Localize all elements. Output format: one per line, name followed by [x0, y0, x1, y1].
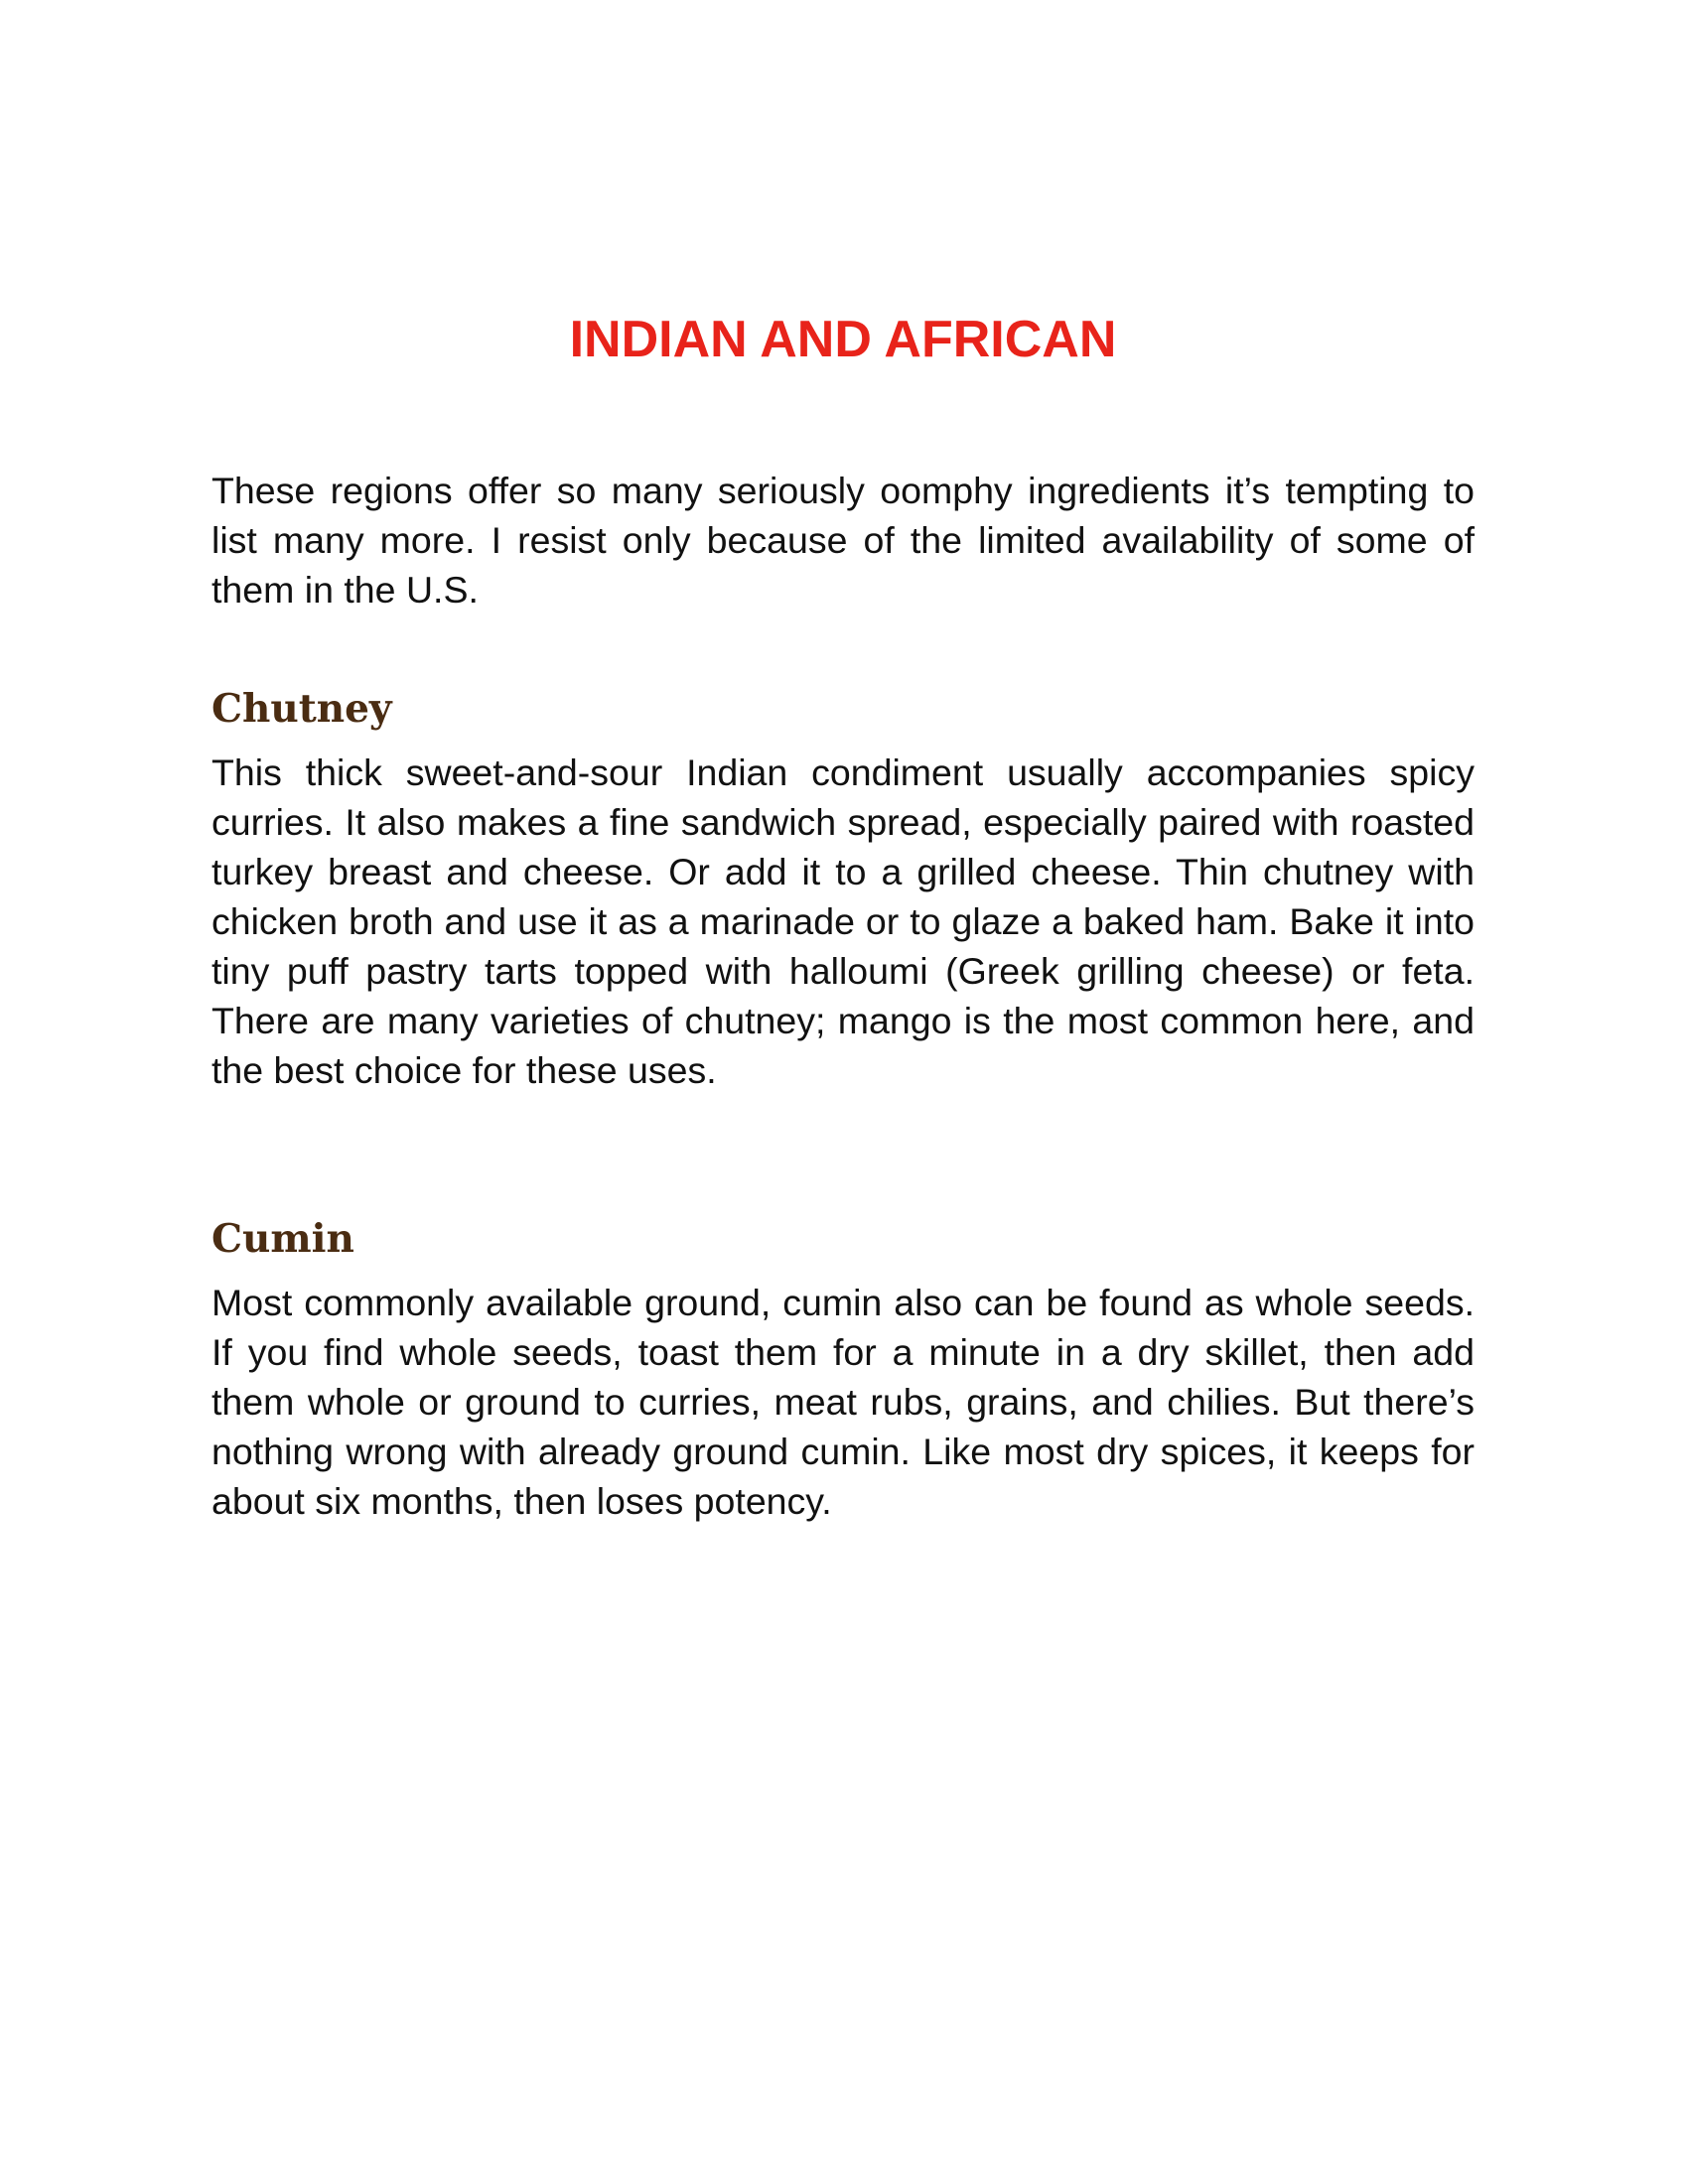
section-heading-chutney: Chutney: [211, 686, 392, 732]
section-body-cumin: Most commonly available ground, cumin also can be found as whole seeds. If you find whole seeds, toast them for a minute in a dry skillet, then add them whole or ground to curries, meat rubs, grains, and chilies. But there’s nothing wrong with already ground cumin. Like most dry spices, it keeps for about six months, then loses potency.: [211, 1282, 1475, 1522]
section-body-chutney: This thick sweet-and-sour Indian condiment usually accompanies spicy curries. It also makes a fine sandwich spread, especially paired with roasted turkey breast and cheese. Or add it to a grilled cheese. Thin chutney with chicken broth and use it as a marinade or to glaze a baked ham. Bake it into tiny puff pastry tarts topped with halloumi (Greek grilling cheese) or feta. There are many varieties of chutney; mango is the most common here, and the best choice for these uses.: [211, 751, 1475, 1091]
intro-paragraph: These regions offer so many seriously oomphy ingredients it’s tempting to list many more. I resist only because of the limited availability of some of them in the U.S.: [211, 470, 1475, 611]
section-heading-cumin: Cumin: [211, 1216, 354, 1262]
page-title: INDIAN AND AFRICAN: [569, 311, 1117, 368]
